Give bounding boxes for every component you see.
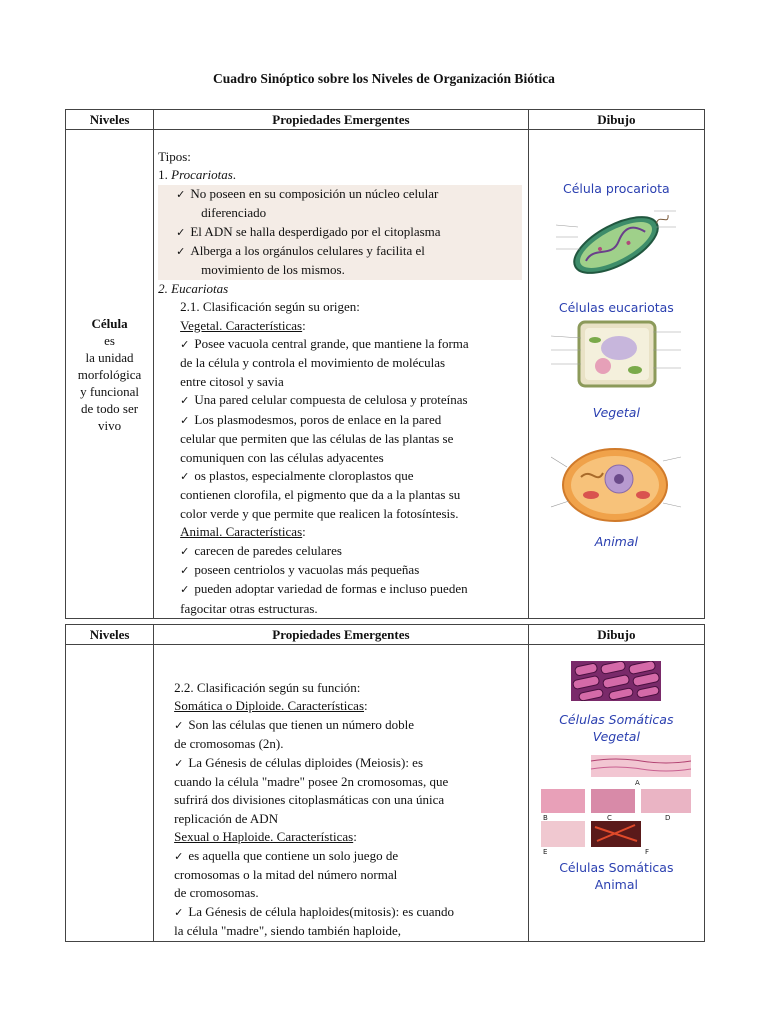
caption-somaticas-vegetal-2: Vegetal: [592, 729, 640, 744]
text-line: 2.2. Clasificación según su función:: [174, 680, 361, 695]
subheading: Vegetal. Características:: [180, 317, 306, 333]
panel-letter-e: E: [543, 848, 548, 855]
check-item: ✓ es aquella que contiene un solo juego de: [174, 847, 399, 863]
text-line: la célula "madre", siendo también haploide,: [174, 923, 401, 939]
check-icon: ✓: [176, 245, 186, 259]
check-item: ✓ Posee vacuola central grande, que mantiene la forma: [180, 336, 469, 352]
panel-letter-f: F: [645, 848, 650, 855]
text-line: cuando la célula "madre" posee 2n cromosomas, que: [174, 774, 449, 790]
header-niveles: Niveles: [66, 110, 154, 130]
check-icon: ✓: [174, 756, 184, 770]
level-desc-4: y funcional: [80, 383, 139, 399]
check-item: ✓ carecen de paredes celulares: [180, 542, 342, 558]
properties-cell: [154, 130, 529, 619]
panel-letter-b: B: [543, 814, 549, 822]
synoptic-table-1: [65, 109, 705, 619]
check-icon: ✓: [176, 225, 186, 239]
text-line: diferenciado: [158, 204, 522, 222]
level-desc-5: de todo ser: [81, 400, 139, 416]
caption-animal: Animal: [594, 534, 638, 549]
caption-somaticas-vegetal-1: Células Somáticas: [559, 712, 674, 727]
check-icon: ✓: [174, 849, 184, 863]
level-name: Célula: [91, 315, 128, 331]
caption-vegetal: Vegetal: [592, 405, 640, 420]
text-line: replicación de ADN: [174, 810, 279, 826]
level-desc-3: morfológica: [77, 366, 142, 382]
text-line: movimiento de los mismos.: [158, 261, 522, 279]
check-icon: ✓: [176, 187, 186, 201]
text-line: 1. Procariotas.: [158, 167, 237, 183]
level-cell: [66, 130, 154, 619]
check-icon: ✓: [180, 394, 190, 408]
check-icon: ✓: [180, 413, 190, 427]
text-line: de cromosomas.: [174, 885, 259, 901]
panel-letter-d: D: [665, 814, 671, 822]
check-item: ✓ Son las células que tienen un número doble: [174, 716, 414, 732]
panel-letter-a: A: [635, 779, 641, 787]
celula-row: [66, 130, 705, 619]
text-line: Tipos:: [158, 149, 191, 164]
check-item: ✓ La Génesis de célula haploides(mitosis): es cuando: [174, 903, 455, 919]
check-icon: ✓: [180, 563, 190, 577]
check-item: ✓ No poseen en su composición un núcleo celular: [158, 185, 522, 204]
animal-somatic-cells-panels: [541, 755, 691, 855]
text-line: entre citosol y savia: [180, 373, 284, 389]
caption-procariota: Célula procariota: [562, 181, 670, 196]
check-item: ✓ El ADN se halla desperdigado por el citoplasma: [158, 223, 522, 242]
level-desc-1: es: [104, 332, 115, 348]
header-row: [66, 625, 705, 645]
text-line: comuniquen con las células adyacentes: [180, 449, 384, 465]
funcion-row: [66, 645, 705, 942]
synoptic-table-2: [65, 624, 705, 942]
plant-cell-illustration: [551, 316, 681, 396]
properties-cell: [154, 645, 529, 942]
check-icon: ✓: [174, 905, 184, 919]
plant-somatic-cells-image: [571, 661, 661, 701]
text-line: cromosomas o la mitad del número normal: [174, 867, 398, 883]
caption-somaticas-animal-1: Células Somáticas: [559, 860, 674, 875]
header-row: [66, 110, 705, 130]
text-line: de la célula y controla el movimiento de moléculas: [180, 355, 446, 371]
subheading: Sexual o Haploide. Características:: [174, 829, 357, 845]
drawing-cell: [528, 130, 704, 619]
subheading: Animal. Características:: [180, 524, 306, 540]
check-item: ✓ pueden adoptar variedad de formas e incluso pueden: [180, 581, 468, 597]
document-title: Cuadro Sinóptico sobre los Niveles de Organización Biótica: [213, 71, 555, 86]
panel-letter-c: C: [607, 814, 613, 822]
check-item: ✓ poseen centriolos y vacuolas más pequeñas: [180, 561, 420, 577]
text-line: fagocitar otras estructuras.: [180, 600, 318, 616]
header-niveles: Niveles: [66, 625, 154, 645]
level-desc-6: vivo: [98, 417, 122, 433]
header-dibujo: Dibujo: [528, 110, 704, 130]
prokaryote-cell-illustration: [556, 197, 676, 287]
check-item: ✓ Una pared celular compuesta de celulosa y proteínas: [180, 392, 468, 408]
level-cell-empty: [66, 645, 154, 942]
text-line: celular que permiten que las células de las plantas se: [180, 431, 454, 447]
check-item: ✓ La Génesis de células diploides (Meiosis): es: [174, 754, 424, 770]
check-icon: ✓: [180, 583, 190, 597]
check-icon: ✓: [180, 544, 190, 558]
subheading: Somática o Diploide. Características:: [174, 698, 368, 714]
text-line: color verde y que permite que realicen la fotosíntesis.: [180, 505, 459, 521]
text-line: contienen clorofila, el pigmento que da a la plantas su: [180, 487, 461, 503]
drawing-cell: [528, 645, 704, 942]
check-item: ✓ os plastos, especialmente cloroplastos que: [180, 467, 414, 483]
check-item: ✓ Alberga a los orgánulos celulares y facilita el: [158, 242, 522, 261]
header-propiedades: Propiedades Emergentes: [154, 110, 529, 130]
text-line: de cromosomas (2n).: [174, 736, 284, 752]
animal-cell-illustration: [551, 437, 681, 525]
text-line: sufrirá dos divisiones citoplasmáticas con una única: [174, 792, 445, 808]
text-line: 2.1. Clasificación según su origen:: [180, 299, 360, 315]
caption-eucariotas: Células eucariotas: [558, 300, 674, 315]
check-icon: ✓: [174, 718, 184, 732]
header-propiedades: Propiedades Emergentes: [154, 625, 529, 645]
header-dibujo: Dibujo: [528, 625, 704, 645]
text-line: 2. Eucariotas: [158, 280, 229, 296]
caption-somaticas-animal-2: Animal: [594, 877, 638, 892]
level-desc-2: la unidad: [85, 349, 134, 365]
check-item: ✓ Los plasmodesmos, poros de enlace en la pared: [180, 411, 442, 427]
check-icon: ✓: [180, 469, 190, 483]
check-icon: ✓: [180, 338, 190, 352]
